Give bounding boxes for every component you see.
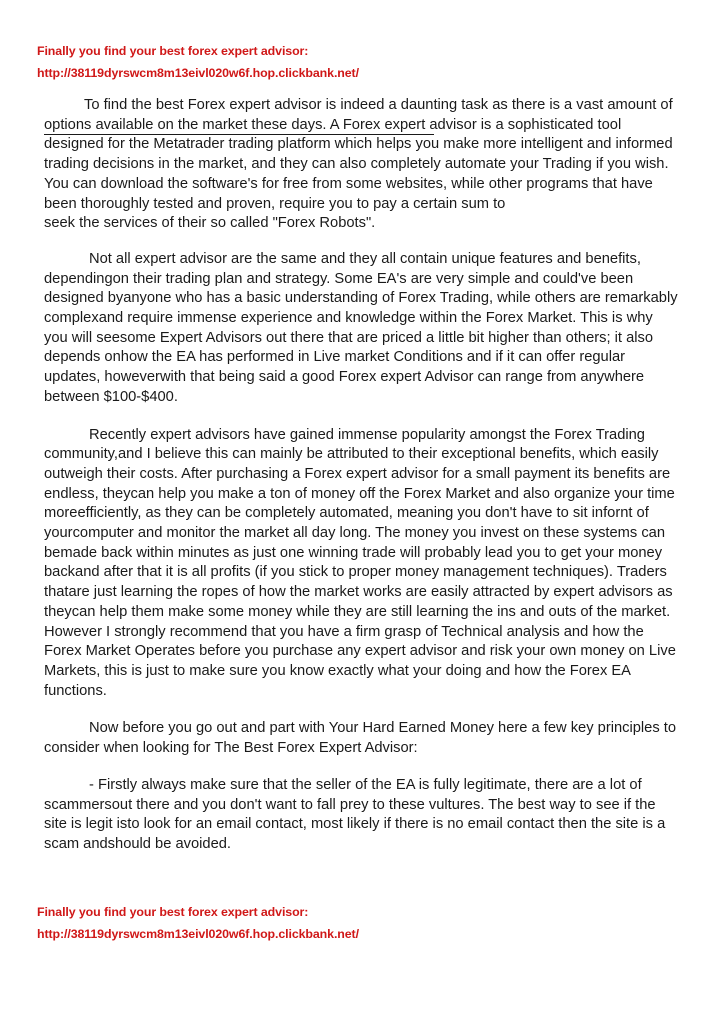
text-line: You can download the software's for free from some websites, while other programs that have (44, 175, 653, 192)
promo-block-top (37, 40, 359, 84)
promo-link[interactable]: http://38119dyrswcm8m13eivl020w6f.hop.clickbank.net/ (37, 927, 359, 941)
text-line: consider when looking for The Best Forex Expert Advisor: (44, 740, 418, 757)
text-line: Forex Market Operates before you purchase any expert advisor and risk your own money on Live (44, 643, 676, 660)
promo-heading: Finally you find your best forex expert advisor: (37, 44, 309, 58)
text-line: depends onhow the EA has performed in Live market Conditions and if it can offer regular (44, 349, 626, 366)
text-line: site is legit isto look for an email contact, most likely if there is no email contact then the site is a (44, 816, 666, 833)
text-line: functions. (44, 682, 107, 699)
paragraph-3 (44, 426, 690, 702)
text-line: designed for the Metatrader trading platform which helps you make more intelligent and informed (44, 136, 673, 153)
text-line: designed byanyone who has a basic understanding of Forex Trading, while others are remarkably (44, 290, 678, 307)
promo-block-bottom (37, 901, 359, 945)
promo-heading: Finally you find your best forex expert advisor: (37, 905, 309, 919)
text-line: been thoroughly tested and proven, require you to pay a certain sum to (44, 195, 506, 212)
text-line: yourcomputer and monitor the market all day long. The money you invest on these systems can (44, 525, 665, 542)
text-line: To find the best Forex expert advisor is indeed a daunting task as there is a vast amount of (84, 97, 673, 113)
text-line: community,and I believe this can mainly be attributed to their exceptional benefits, which easily (44, 446, 659, 463)
text-line: seek the services of their so called "Forex Robots". (44, 215, 376, 232)
text-line: scammersout there and you don't want to fall prey to these vultures. The best way to see if the (44, 796, 656, 813)
text-line: backand after that it is all profits (if you stick to proper money management techniques). Traders (44, 564, 667, 581)
text-line: Not all expert advisor are the same and they all contain unique features and benefits, (89, 250, 641, 267)
text-line: dependingon their trading plan and strategy. Some EA's are very simple and could've been (44, 270, 634, 287)
promo-link[interactable]: http://38119dyrswcm8m13eivl020w6f.hop.clickbank.net/ (37, 66, 359, 80)
text-line: theycan help them make some money while they are still learning the ins and outs of the market. (44, 603, 671, 620)
text-line: Now before you go out and part with Your Hard Earned Money here a few key principles to (89, 720, 677, 737)
text-line: Recently expert advisors have gained immense popularity amongst the Forex Trading (89, 426, 645, 443)
text-line: - Firstly always make sure that the seller of the EA is fully legitimate, there are a lot of (89, 776, 642, 793)
article-body (44, 96, 690, 855)
text-line: moreefficiently, as they can be completely automated, meaning you don't have to sit infornt of (44, 505, 649, 522)
text-line: updates, howeverwith that being said a good Forex expert Advisor can range from anywhere (44, 369, 645, 386)
text-line: trading decisions in the market, and they can also completely automate your Trading if you wish. (44, 156, 669, 173)
text-line: you will seesome Expert Advisors out there that are priced a little bit higher than others; it also (44, 329, 654, 346)
text-line: bemade back within minutes as just one winning trade will probably lead you to get your money (44, 544, 663, 561)
text-line: complexand require immense experience and knowledge within the Forex Market. This is why (44, 310, 653, 327)
text-line: endless, theycan help you make a ton of money off the Forex Market and also organize your time (44, 485, 675, 502)
text-line: Markets, this is just to make sure you know exactly what your doing and how the Forex EA (44, 662, 631, 679)
paragraph-2 (44, 250, 690, 408)
paragraph-1 (44, 96, 690, 234)
paragraph-4 (44, 719, 690, 758)
text-line: scam andshould be avoided. (44, 835, 231, 852)
text-line: However I strongly recommend that you have a firm grasp of Technical analysis and how the (44, 623, 644, 640)
text-line: between $100-$400. (44, 388, 178, 405)
paragraph-5 (44, 776, 690, 855)
text-line: thatare just learning the ropes of how the market works are easily attracted by expert advisors as (44, 584, 673, 601)
text-line: outweigh their costs. After purchasing a Forex expert advisor for a small payment its benefits are (44, 465, 671, 482)
text-line: options available on the market these days. A Forex expert advisor is a sophisticated tool (44, 116, 622, 133)
